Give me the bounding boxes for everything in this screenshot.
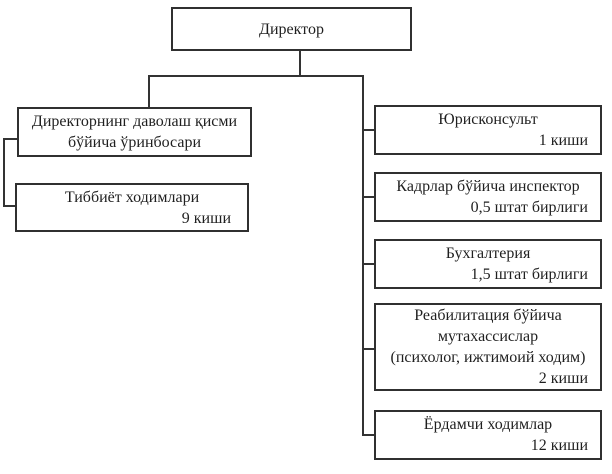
- support-staff-count: 12 киши: [530, 437, 588, 454]
- box-accounting: [374, 239, 602, 289]
- medical-staff-title: Тиббиёт ходимлари: [64, 188, 200, 206]
- support-staff-title: Ёрдамчи ходимлар: [423, 416, 553, 433]
- rehab-label-line2: мутахассислар: [437, 328, 539, 345]
- rehab-label-line1: Реабилитация бўйича: [414, 307, 562, 324]
- rehab-label-line3: (психолог, ижтимоий ходим): [390, 349, 586, 366]
- box-support-staff: [374, 410, 602, 460]
- box-medical-staff: [15, 183, 249, 232]
- connector-left-bracket-top: [3, 138, 18, 140]
- accounting-title: Бухгалтерия: [445, 245, 531, 262]
- connector-left-drop: [148, 75, 150, 107]
- director-label: Директор: [259, 20, 324, 38]
- box-legal-advisor: [374, 105, 602, 155]
- rehab-count: 2 киши: [538, 370, 588, 387]
- hr-inspector-count: 0,5 штат бирлиги: [470, 199, 588, 216]
- deputy-label-line1: Директорнинг даволаш қисми: [31, 113, 238, 130]
- hr-inspector-title: Кадрлар бўйича инспектор: [396, 178, 580, 195]
- medical-staff-count: 9 киши: [181, 209, 231, 227]
- box-deputy-medical-director: [17, 107, 252, 157]
- connector-left-bracket-vertical: [3, 138, 5, 207]
- box-rehab-specialists: [374, 303, 602, 391]
- deputy-label-line2: бўйича ўринбосари: [67, 134, 202, 151]
- box-hr-inspector: [374, 172, 602, 222]
- accounting-count: 1,5 штат бирлиги: [470, 266, 588, 283]
- box-director: [171, 7, 412, 51]
- legal-advisor-count: 1 киши: [538, 132, 588, 149]
- connector-director-stem: [299, 50, 301, 76]
- legal-advisor-title: Юрисконсульт: [438, 111, 538, 128]
- connector-branch-horizontal: [148, 75, 364, 77]
